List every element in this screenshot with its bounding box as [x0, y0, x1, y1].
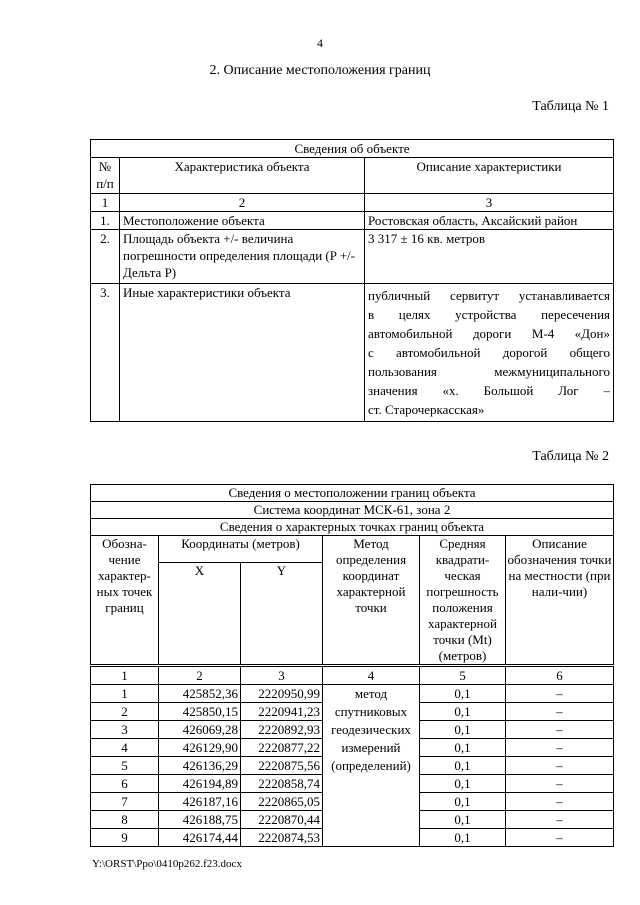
point-number: 8 [91, 811, 159, 829]
table2-title: Сведения о местоположении границ объекта [91, 485, 614, 502]
point-description: – [506, 685, 614, 703]
table1-colnum-1: 1 [91, 194, 120, 212]
header-coordinates: Координаты (метров) [159, 536, 323, 563]
header-method: Метод определения координат характерной точки [323, 536, 420, 666]
description-line: публичный сервитут устанавливается [368, 288, 610, 303]
point-description: – [506, 829, 614, 847]
points-subtitle: Сведения о характерных точках границ объекта [91, 519, 614, 536]
point-error: 0,1 [420, 685, 506, 703]
point-error: 0,1 [420, 829, 506, 847]
point-description: – [506, 739, 614, 757]
point-description: – [506, 721, 614, 739]
point-error: 0,1 [420, 775, 506, 793]
coord-y: 2220874,53 [241, 829, 323, 847]
coord-y: 2220875,56 [241, 757, 323, 775]
row-characteristic: Иные характеристики объекта [120, 284, 365, 422]
description-line: ст. Старочеркасская» [368, 402, 485, 417]
table1-colnum-2: 2 [120, 194, 365, 212]
point-number: 7 [91, 793, 159, 811]
coord-x: 426194,89 [159, 775, 241, 793]
object-info-table [90, 139, 614, 422]
table1-header-description: Описание характеристики [365, 158, 614, 194]
table2-colnum-3: 3 [241, 666, 323, 685]
table-row [91, 685, 614, 703]
coord-y: 2220950,99 [241, 685, 323, 703]
document-path-footer: Y:\ORST\Ppo\0410p262.f23.docx [92, 858, 242, 870]
coord-x: 426174,44 [159, 829, 241, 847]
point-number: 9 [91, 829, 159, 847]
row-number: 3. [91, 284, 120, 422]
header-point-designation: Обозна-чение характер-ных точек границ [91, 536, 159, 666]
table1-colnum-3: 3 [365, 194, 614, 212]
coord-x: 426129,90 [159, 739, 241, 757]
point-error: 0,1 [420, 703, 506, 721]
table1-title: Сведения об объекте [91, 140, 614, 158]
table1-caption: Таблица № 1 [532, 99, 609, 114]
point-description: – [506, 757, 614, 775]
description-line: значения «х. Большой Лог – [368, 383, 610, 398]
table2-colnum-1: 1 [91, 666, 159, 685]
point-number: 3 [91, 721, 159, 739]
point-description: – [506, 703, 614, 721]
coord-x: 426136,29 [159, 757, 241, 775]
point-number: 6 [91, 775, 159, 793]
table-row [91, 284, 614, 422]
table2-colnum-4: 4 [323, 666, 420, 685]
description-line: с автомобильной дорогой общего [368, 345, 610, 360]
table-row [91, 230, 614, 284]
table2-caption: Таблица № 2 [532, 449, 609, 464]
coordinate-system: Система координат МСК-61, зона 2 [91, 502, 614, 519]
coord-y: 2220892,93 [241, 721, 323, 739]
description-line: автомобильной дороги М-4 «Дон» [368, 326, 610, 341]
point-number: 2 [91, 703, 159, 721]
coord-y: 2220870,44 [241, 811, 323, 829]
row-description [365, 230, 614, 284]
point-number: 5 [91, 757, 159, 775]
table1-header-number: № п/п [91, 158, 120, 194]
point-error: 0,1 [420, 721, 506, 739]
method-cell: метод спутниковых геодезических измерений (определений) [323, 685, 420, 847]
point-error: 0,1 [420, 739, 506, 757]
header-y: Y [241, 563, 323, 666]
header-x: X [159, 563, 241, 666]
coord-y: 2220858,74 [241, 775, 323, 793]
point-description: – [506, 793, 614, 811]
row-number: 2. [91, 230, 120, 284]
point-number: 4 [91, 739, 159, 757]
description-line: 3 317 ± 16 кв. метров [368, 231, 486, 246]
coord-y: 2220941,23 [241, 703, 323, 721]
coord-x: 426187,16 [159, 793, 241, 811]
table-row [91, 212, 614, 230]
point-description: – [506, 811, 614, 829]
row-characteristic: Местоположение объекта [120, 212, 365, 230]
row-number: 1. [91, 212, 120, 230]
point-number: 1 [91, 685, 159, 703]
coord-x: 426069,28 [159, 721, 241, 739]
description-line: Ростовская область, Аксайский район [368, 213, 578, 228]
coord-x: 426188,75 [159, 811, 241, 829]
table2-colnum-6: 6 [506, 666, 614, 685]
point-description: – [506, 775, 614, 793]
row-description [365, 284, 614, 422]
row-description [365, 212, 614, 230]
coord-y: 2220877,22 [241, 739, 323, 757]
table2-colnum-2: 2 [159, 666, 241, 685]
description-line: пользования межмуниципального [368, 364, 610, 379]
description-line: в целях устройства пересечения [368, 307, 610, 322]
section-title: 2. Описание местоположения границ [209, 63, 431, 78]
table2-colnum-5: 5 [420, 666, 506, 685]
boundary-points-table [90, 484, 614, 847]
coord-x: 425850,15 [159, 703, 241, 721]
point-error: 0,1 [420, 811, 506, 829]
page-number: 4 [317, 36, 323, 50]
table1-header-characteristic: Характеристика объекта [120, 158, 365, 194]
header-description: Описание обозначения точки на местности (при нали-чии) [506, 536, 614, 666]
coord-y: 2220865,05 [241, 793, 323, 811]
header-error: Средняя квадрати-ческая погрешность положения характерной точки (Mt) (метров) [420, 536, 506, 666]
coord-x: 425852,36 [159, 685, 241, 703]
point-error: 0,1 [420, 793, 506, 811]
point-error: 0,1 [420, 757, 506, 775]
row-characteristic: Площадь объекта +/- величина погрешности определения площади (P +/- Дельта P) [120, 230, 365, 284]
